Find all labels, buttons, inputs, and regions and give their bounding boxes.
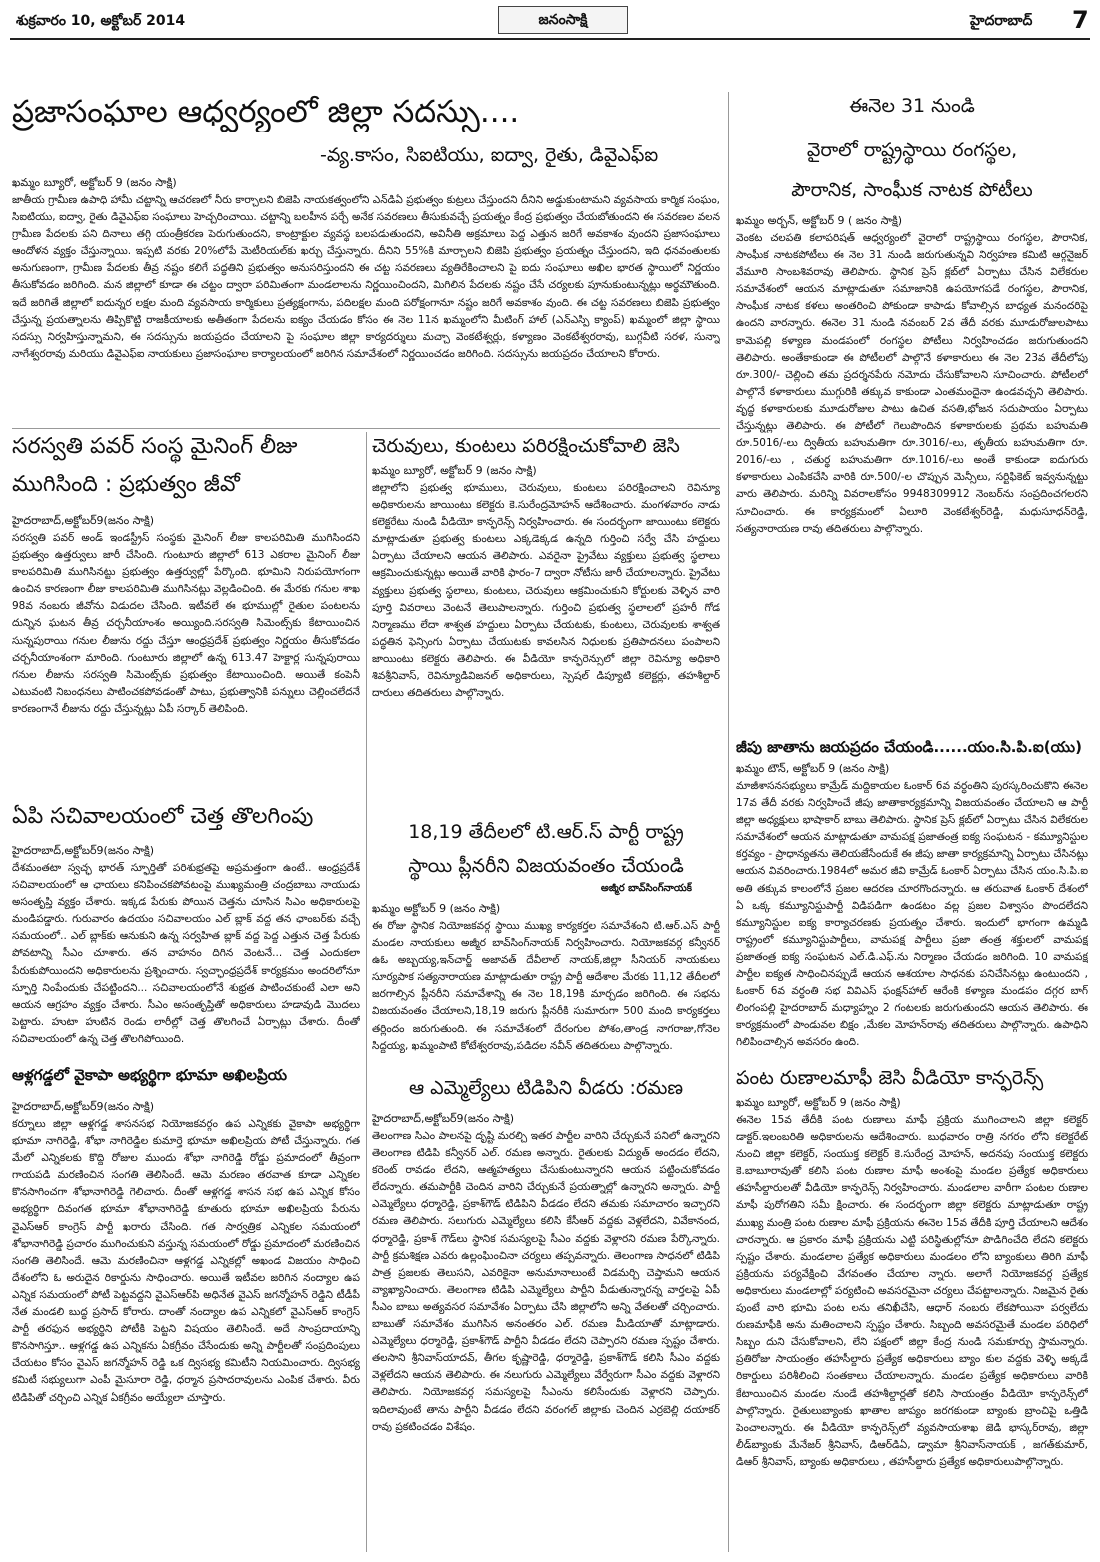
plenary-body: ఈ రోజు స్థానిక నియోజకవర్గ స్థాయి ముఖ్య కార్యకర్తల సమావేశంని టి.ఆర్.ఎస్ పార్టీ మండల నాయకులు అజ్మీర బావ్‌సింగ్‌నాయక్ నిర్వహించారు. నియోజకవర్గ కన్వీనర్ ఉఓ అబ్బయ్య,ఇన్‌చార్జ్ అజావత్ దేవీలాల్ నాయక్,జిల్లా సీనియర్ నాయకులు సూర్యపాక సత్యనారాయణ మాట్లాడుతూ రాష్ట్ర పార్టీ ఆదేశాల మేరకు 11,12 తేదీలలో జరగాల్సిన ప్లీనరీని సమావేశాన్ని ఈ నెల 18,19కి మార్చడం జరిగింది. ఈ సభను విజయవంతం చేయాలని,18,19 జరుగు ప్లీనరీకి సుమారుగా 500 మంది కార్యకర్తలు తర్లిందం జరుగుతుంది. ఈ సమావేశంలో దేరంగుల పోశం,తాండ్ర నాగరాజు,గోనెల సిద్దయ్య, ఖమ్మంపాటి కోటేశ్వరరావు,పడిదల నవీన్ తదితరులు పాల్గొన్నారు. bbox=[372, 920, 720, 1052]
mining-body-block bbox=[12, 530, 360, 794]
lead-body: జాతీయ గ్రామీణ ఉపాధి హామీ చట్టాన్ని ఆచరణలో నీరు కార్చాలని బిజెపి నాయకత్వంలోని ఎన్‌డిఏ ప్రభుత్వం కుట్రలు చేస్తుందని దీనిని అడ్డుకుంటామని వ్యవసాయ కార్మిక సంఘం, సిఐటియు, ఐద్వా, రైతు డివైఎఫ్ఐ సంఘాలు హెచ్చరించాయి. చట్టాన్ని బలహీన పర్చే అనేక సవరణలు తీసుకువచ్చే ప్రయత్నం కేంద్ర ప్రభుత్వం చేయబోతుందని ఈ సవరణల వలన గ్రామీణ పేదలకు పని దినాలు తగ్గి యంత్రీకరణ పెరుగుతుందని, కాంట్రాక్టుల వ్యవస్థ బలపడుతుందని, అవినీతి అక్రమాలు పెద్ద ఎత్తున జరిగే అవకాశం వుందని ప్రజాసంఘాలు ఆందోళన వ్యక్తం చేస్తున్నాయి. ఇప్పటి వరకు 20%లోపే మెటీరియల్‌కు ఖర్చు చేస్తున్నారు. దీనిని 55%కి మార్చాలని బిజెపి ప్రభుత్వం ప్రయత్నం చేస్తుందని, ఇది ధనవంతులకు అనుగుణంగా, గ్రామీణ పేదలకు తీవ్ర నష్టం కలిగే పద్ధతిని ప్రభుత్వం అనుసరిస్తుందని ఈ చట్ట సవరణలు వ్యతిరేకించాలని పై ఐదు సంఘాలు అఖిల భారత స్థాయిలో నిర్ణయం తీసుకోవడం జరిగింది. మన జిల్లాలో కూడా ఈ చట్టం ద్వారా పరిమితంగా మండలాలను నిర్ణయించిందని, మిగిలిన పేదలకు నష్టం చేసే చర్యలకు పూనుకుంటున్నట్లు అర్థమౌతుంది. ఇదే జరిగితే జిల్లాలో ఐదున్నర లక్షల మంది వ్యవసాయ కార్మికులు ప్రత్యక్షంగాను, పదిలక్షల మంది పరోక్షంగానూ నష్టం జరిగే అవకాశం వుంది. ఈ చట్ట సవరణలు బిజెపి ప్రభుత్వం చేస్తున్న ప్రయత్నాలను తిప్పికొట్టి రాజకీయాలకు అతీతంగా పేదలను ఐక్యం చేయడం కోసం ఈ నెల 11న ఖమ్మంలోని మీటింగ్ హాల్ (ఎన్ఎస్పి క్యాంప్) ఖమ్మంలో జిల్లా స్థాయి సదస్సు నిర్వహిస్తున్నామని, ఈ సదస్సును జయప్రదం చేయాలని పై సంఘాల జిల్లా కార్యదర్శులు మచ్చా వెంకటేశ్వర్లు, కళ్యాణం వెంకటేశ్వరరావు, బుగ్గవీటి సరళ, సున్నా నాగేశ్వరరావు మరియు డివైఎఫ్ఐ నాయకులు ప్రజాసంఘాల కార్యాలయంలో జరిగిన సమావేశంలో నిర్ణయించడం జరిగింది. సదస్సును జయప్రదం చేయాలని కోరారు. bbox=[12, 194, 720, 360]
lead-body-block bbox=[12, 192, 720, 424]
secretariat-body-block bbox=[12, 860, 360, 1056]
divider bbox=[12, 428, 720, 429]
lead-subhead-block bbox=[320, 142, 720, 170]
mining-body: సరస్వతి పవర్ అండ్ ఇండస్ట్రీస్ సంస్థకు మైనింగ్ లీజు కాలపరిమితి ముగిసిందని ప్రభుత్వం ఉత్తర్వులు జారీ చేసింది. గుంటూరు జిల్లాలో 613 ఎకరాల మైనింగ్ లీజు కాలపరిమితి ముగిసినట్టు ప్రభుత్వం ఉత్తర్వుల్లో పేర్కొంది. భూమిని నిరుపయోగంగా ఉంచిన కారణంగా లీజు కాలపరిమితి ముగిసినట్లు వెల్లడించింది. ఈ మేరకు గనుల శాఖ 98వ నంబరు జీవోను విడుదల చేసింది. ఇటీవలే ఈ భూముల్లో రైతుల పంటలను దున్నిన ఘటన తీవ్ర చర్చనీయాంశం అయ్యింది.సరస్వతి సిమెంట్స్‌కు కేటాయించిన సున్నపురాయి గనుల లీజును రద్దు చేస్తూ ఆంధ్రప్రదేశ్ ప్రభుత్వం నిర్ణయం తీసుకోవడం చర్చనీయాంశంగా మారింది. గుంటూరు జిల్లాలో ఉన్న 613.47 హెక్టార్ల సున్నపురాయి గనుల లీజును సరస్వతి సిమెంట్స్‌కు ప్రభుత్వం కేటాయించింది. అయితే కంపెనీ ఎటువంటి నిబంధనలు పాటించకపోవడంతో పాటు, ప్రభుత్వానికి పన్నులు చెల్లించలేదనే కారణంగానే లీజును రద్దు చేస్తున్నట్లు ఏపీ సర్కార్ తెలిపింది. bbox=[12, 532, 360, 715]
secretariat-dateline-block bbox=[12, 842, 360, 859]
lead-headline-block bbox=[12, 92, 720, 132]
lakes-headline: చెరువులు, కుంటలు పరిరక్షించుకోవాలి జెసి bbox=[372, 435, 680, 457]
allagadda-dateline-block bbox=[12, 1098, 360, 1115]
drama-dateline: ఖమ్మం అర్బన్, అక్టోబర్ 9 ( జనం సాక్షి) bbox=[736, 214, 903, 227]
drama-dateline-block bbox=[736, 212, 1088, 229]
secretariat-headline: ఏపి సచివాలయంలో చెత్త తొలగింపు bbox=[12, 804, 314, 829]
allagadda-dateline: హైదరాబాద్,అక్టోబర్9(జనం సాక్షి) bbox=[12, 1100, 155, 1113]
jeep-body-block bbox=[736, 778, 1088, 1058]
drama-body: వెంకట చలపతి కలాపరిషత్ ఆధ్వర్యంలో వైరాలో రాష్ట్రస్థాయి రంగస్థల, పౌరానిక, సాంఘీక నాటకపోటీలు ఈ నెల 31 నుండి జరుగుతున్నవి నిర్వహణ కమిటి ఆర్గనైజర్ వేమూరి సాంబశివరావు తెలిపారు. స్థానిక ప్రెస్ క్లబ్‌లో ఏర్పాటు చేసిన విలేకరుల సమావేశంలో ఆయన మాట్లాడుతూ సమాజానికి ఉపయోగపడే రంగస్థల, పౌరానిక, సాంఘీక నాటక కళలు అంతరించి పోకుండా కాపాడు కోవాల్సిన బాధ్యత మనందరిపై ఉందని వారన్నారు. ఈనెల 31 నుండి నవంబర్ 2వ తేదీ వరకు మూడురోజులపాటు కామెపల్లి కళ్యాణ మండపంలో రంగస్థల పోటీలు నిర్వహించడం జరుగుతుందని తెలిపారు. అంతేకాకుండా ఈ పోటీలలో పాల్గొనే కళాకారులు ఈ నెల 23వ తేదీలోపు రూ.300/- చెల్లించి తమ ప్రదర్శనపేరు నమోదు చేసుకోవాలని సూచించారు. పోటీలలో పాల్గొనే కళాకారులు ముగ్గురికి తక్కువ కాకుండా ఎంతమందైనా ఉండవచ్చని తెలిపారు. వృద్ధ కళాకారులకు మూడురోజుల పాటు ఉచిత వసతి,భోజన సదుపాయం ఏర్పాటు చేస్తున్నట్లు తెలిపారు. ఈ పోటీలో గెలుపొందిన కళాకారులకు ప్రథమ బహుమతి రూ.5016/-లు ద్వితీయ బహుమతిగా రూ.3016/-లు, తృతీయ బహుమతిగా రూ. 2016/-లు , చతుర్థ బహుమతిగా రూ.1016/-లు అంతే కాకుండా ఐదుగురు కళాకారులు ఎంపికచేసి వారికి రూ.500/-ల చొప్పున మెన్సీలు, సర్టిఫికెట్ ఇవ్వనున్నట్టు వారు తెలిపారు. మరిన్ని వివరాలకోసం 9948309912 నెంబర్‌ను సంప్రదించగలరని సూచించారు. ఈ కార్యక్రమంలో ఏలూరి వెంకటేశ్వర్‌రెడ్డి, మధుసూధన్‌రెడ్డి, సత్యనారాయణ రావు తదితరులు పాల్గొన్నారు. bbox=[736, 232, 1088, 535]
lakes-body: జిల్లాలోని ప్రభుత్వ భూములు, చెరువులు, కుంటలు పరిరక్షించాలని రెవిన్యూ అధికారులను జాయింటు కలెక్టరు కె.సురేంద్రమోహన్ ఆదేశించారు. మంగళవారం నాడు కలెక్టరేటు నుండి వీడియో కాన్ఫరెన్స్ నిర్వహించారు. ఈ సందర్భంగా జాయింటు కలెక్టరు మాట్లాడుతూ ప్రభుత్వ కుంటలు ఎక్కడెక్కడ ఉన్నది గుర్తించి సర్వే చేసి హద్దులు ఏర్పాటు చేయాలని ఆయన తెలిపారు. ఎవరైనా ప్రైవేటు వ్యక్తులు ప్రభుత్వ స్థలాలు ఆక్రమించుకున్నట్లు అయితే వారికి ఫారం-7 ద్వారా నోటీసు జారీ చేయాలన్నారు. ప్రైవేటు వ్యక్తులు ప్రభుత్వ స్థలాలు, కుంటలు, చెరువులు ఆక్రమించుకుని కోర్టులకు వెళ్ళిన వారి పూర్తి వివరాలు వెంటనే తెలుపాలన్నారు. గుర్తించి ప్రభుత్వ స్థలాలలో ప్రహరీ గోడ నిర్మాణము లేదా శాశ్వత హద్దులు ఏర్పాటు చేయటకు, కుంటలు, చెరువులకు శాశ్వత పద్ధతిన ఫెన్సింగు ఏర్పాటు చేయుటకు కావలసిన నిధులకు ప్రతిపాదనలు పంపాలని జాయింటు కలెక్టరు తెలిపారు. ఈ వీడియో కాన్ఫరెన్సులో జిల్లా రెవిన్యూ అధికారి శివశ్రీనివాస్, రెవిన్యూడివిజనల్ అధికారులు, స్పెషల్ డిప్యూటి కలెక్టర్లు, తహశీల్దార్ దారులు తదితరులు పాల్గొన్నారు. bbox=[372, 482, 720, 700]
loan-headline-block bbox=[736, 1064, 1088, 1092]
loan-dateline-block bbox=[736, 1094, 1088, 1111]
jeep-dateline-block bbox=[736, 760, 1088, 777]
jeep-headline: జీపు జాతాను జయప్రదం చేయండి......యం.సి.పి.ఐ(యు) bbox=[736, 738, 1082, 756]
column-divider bbox=[366, 432, 367, 1552]
ramana-dateline: హైదరాబాద్,అక్టోబర్9(జనం సాక్షి) bbox=[372, 1112, 515, 1125]
column-divider bbox=[728, 92, 729, 1552]
lakes-dateline: ఖమ్మం బ్యూరో, అక్టోబర్ 9 (జనం సాక్షి) bbox=[372, 464, 537, 477]
lakes-body-block bbox=[372, 480, 720, 806]
secretariat-body: దేశమంతటా స్వచ్ఛ భారత్ స్ఫూర్తితో పరిశుభ్రతపై అప్రమత్తంగా ఉంటే.. ఆంధ్రప్రదేశ్ సచివాలయంలో ఆ ఛాయలు కనిపించకపోవటంపై ముఖ్యమంత్రి చంద్రబాబు నాయుడు అసంతృప్తి వ్యక్తం చేశారు. ఇక్కడ పేరుకు పోయిన చెత్తను చూసిన సిఎం అధికారులపై మండిపడ్డారు. గురువారం ఉదయం సచివాలయం ఎల్ బ్లాక్ వద్ద తన ఛాంబర్‌కు వచ్చే సమయంలో.. ఎల్ బ్లాక్‌కు ఆనుకుని ఉన్న సర్వహిత బ్లాక్ వద్ద పెద్ద ఎత్తున చెత్త పేరుకు పోవటాన్ని సీఎం చూశారు. తన వాహనం దిగిన వెంటనే... చెత్త ఎందుకలా పేరుకుపోయిందని అధికారులను ప్రశ్నించారు. స్వచ్ఛాంధ్రప్రదేశ్ కార్యక్రమం అందరిలోనూ స్ఫూర్తి నింపేందుకు చేపట్టిందని... సచివాలయంలోనే శుభ్రత పాటించకుంటే ఎలా అని ఆయన ఆగ్రహం వ్యక్తం చేశారు. సీఎం అసంతృప్తితో అధికారులు హడావుడి మొదలు పెట్టారు. హుటా హుటిన రెండు లారీల్లో చెత్త తొలగించే ఏర్పాట్లు చేశారు. దీంతో సచివాలయంలో ఉన్న చెత్త తొలగిపోయింది. bbox=[12, 862, 360, 1045]
drama-headline-line1: ఈనెల 31 నుండి bbox=[849, 95, 975, 117]
page-header bbox=[10, 4, 1090, 40]
page-number: 7 bbox=[1072, 6, 1089, 34]
loan-dateline: ఖమ్మం బ్యూరో, అక్టోబర్ 9 (జనం సాక్షి) bbox=[736, 1096, 901, 1109]
secretariat-headline-block bbox=[12, 802, 360, 834]
allagadda-body-block bbox=[12, 1116, 360, 1550]
allagadda-headline: ఆళ్లగడ్డలో వైకాపా అభ్యర్థిగా భూమా అఖిలప్రియ bbox=[12, 1066, 287, 1084]
plenary-credit-block bbox=[372, 882, 692, 897]
lead-dateline: ఖమ్మం బ్యూరో, అక్టోబర్ 9 (జనం సాక్షి) bbox=[12, 176, 177, 189]
ramana-body-block bbox=[372, 1128, 720, 1550]
plenary-headline-line2: స్థాయి ప్లీనరీని విజయవంతం చేయండి bbox=[408, 855, 684, 877]
mining-headline-line1: సరస్వతి పవర్ సంస్థ మైనింగ్ లీజు bbox=[12, 434, 298, 459]
mining-dateline: హైదరాబాద్,అక్టోబర్9(జనం సాక్షి) bbox=[12, 514, 155, 527]
jeep-headline-block bbox=[736, 736, 1088, 758]
secretariat-dateline: హైదరాబాద్,అక్టోబర్9(జనం సాక్షి) bbox=[12, 844, 155, 857]
loan-body: ఈనెల 15వ తేదీకి పంట రుణాలు మాఫీ ప్రక్రియ ముగించాలని జిల్లా కలెక్టర్ డాక్టర్.ఇలంబరితి అధికారులను ఆదేశించారు. బుధవారం రాత్రి నగరం లోని కలెక్టరేట్ నుంచి జిల్లా కలెక్టర్, సంయుక్త కలెక్టర్ కె.సురేంద్ర మోహన్, అదనపు సంయుక్త కలెక్టరు కె.బాబూరావుతో కలిసి పంట రుణాల మాఫీ అంశంపై మండల ప్రత్యేక అధికారులు తహసీల్దారులతో వీడియో కాన్ఫరెన్స్ నిర్వహించారు. మండలాల వారీగా పంటల రుణాల మాఫీ పురోగతిని సమీ క్షించారు. ఈ సందర్భంగా జిల్లా కలెక్టరు మాట్లాడుతూ రాష్ట్ర ముఖ్య మంత్రి పంట రుణాల మాఫీ ప్రక్రియను ఈనెల 15వ తేదీకి పూర్తి చేయాలని ఆదేశం చారన్నారు. ఆ ప్రకారం మాఫీ ప్రక్రియను ఎట్టి పరిస్థితుల్లోనూ పొడిగించేది లేదని కలెక్టరు స్పష్టం చేశారు. మండలాల ప్రత్యేక అధికారులు మండలం లోని బ్యాంకులు తిరిగి మాఫీ ప్రక్రియను పర్యవేక్షించి వేగవంతం చేయాల న్నారు. అలాగే నియోజకవర్గ ప్రత్యేక అధికారులు మండలాల్లో పర్యటించి అవసరమైనా చర్యలు చేపట్టాలన్నారు. నిజమైన రైతు పుంటే వారి భూమి పంట లను తనిఖీచేసి, ఆధార్ నంబరు లేకపోయినా పర్వలేదు రుణమాఫీకి అను మతించాలని స్పష్టం చేశారు. సిబ్బంది అవసరమైతే మండల పరిధిలో సిబ్బం దుని చేసుకోవాలని, లేని పక్షంలో జిల్లా కేంద్ర నుండి సమకూర్చు స్తామన్నారు. ప్రతిరోజు సాయంత్రం తహసీల్దారు ప్రత్యేక అధికారులు బ్యాం కుల వద్దకు వెళ్ళి అక్కడే రికార్డులు పరిశీలించి సంతకాలు చేయాలన్నారు. మండల ప్రత్యేక అధికారులు వారికి కేటాయించిన మండల నుండే తహశీల్దార్లతో కలిసి సాయంత్రం వీడియో కాన్ఫరెన్స్‌లో పాల్గొన్నారు. రైతులుబ్యాంకు ఖాతాల జాప్యం జరగకుండా బ్యాంకు బ్రాంచిపై ఒత్తిడి పెంచాలన్నారు. ఈ వీడియో కాన్ఫరెన్స్‌లో వ్యవసాయశాఖ జెడి భాస్కర్‌రావు, జిల్లా లీడ్‌బ్యాంకు మేనేజర్ శ్రీనివాస్, డిఆర్‌డిఏ, డ్వామా శ్రీనివాస్‌నాయక్ , జగత్‌కుమార్, డిఆర్ శ్రీనివాస్, బ్యాంకు అధికారులు , తహసీల్దారు ప్రత్యేక అధికారులుపాల్గొన్నారు. bbox=[736, 1114, 1088, 1468]
plenary-dateline-block bbox=[372, 900, 720, 917]
lakes-dateline-block bbox=[372, 462, 720, 479]
drama-headline-block bbox=[736, 92, 1088, 212]
lakes-headline-block bbox=[372, 432, 720, 460]
mining-headline-line2: ముగిసింది : ప్రభుత్వం జీవో bbox=[12, 472, 240, 497]
masthead-logo: జనంసాక్షి bbox=[498, 6, 628, 34]
drama-headline-line2: వైరాలో రాష్ట్రస్థాయి రంగస్థల, bbox=[806, 139, 1018, 161]
mining-dateline-block bbox=[12, 512, 360, 529]
plenary-headline-line1: 18,19 తేదీలలో టి.ఆర్.స్ పార్టీ రాష్ట్ర bbox=[408, 821, 684, 843]
jeep-dateline: ఖమ్మం టౌన్, అక్టోబర్ 9 (జనం సాక్షి) bbox=[736, 762, 890, 775]
mining-headline-block bbox=[12, 432, 360, 504]
ramana-body: తెలంగాణ సిఎం పాలనపై దృష్టి మరల్చి ఇతర పార్టీల వారిని చేర్చుకునే పనిలో ఉన్నారని తెలంగాణ టిడిపి కన్వీనర్ ఎల్. రమణ అన్నారు. రైతులకు విద్యుత్ అందడం లేదని, కరెంట్ రావడం లేదని, ఆత్మహత్యలు చేసుకుంటున్నారని ఆయన పట్టించుకోవడం లేదన్నారు. తమపార్టీకి చెందిన వారిని చేర్చుకునే ప్రయత్నాల్లో ఉన్నారని అన్నారు. పార్టీ ఎమ్మెల్యేలు ధర్మారెడ్డి, ప్రకాశ్‌గౌడ్ టిడిపిని వీడడం లేదని తమకు సమాచారం ఇచ్చారని రమణ తెలిపారు. సలుగురు ఎమ్మెల్యేలు కలిసి కేసీఆర్ వద్దకు వెళ్లలేదని, వివేకానంద, ధర్మారెడ్డి, ప్రకాశ్ గౌడ్‌లు స్థానిక సమస్యలపై సీఎం వద్దకు వెళ్లారని రమణ పేర్కొన్నారు. పార్టీ క్రమశిక్షణ ఎవరు ఉల్లంఘించినా చర్యలు తప్పవన్నారు. తెలంగాణ సాధనలో టిడిపి పాత్ర ప్రజలకు తెలుసని, ఎవరికైనా అనుమానాలుంటే విడమర్చి చెప్తామని ఆయన వ్యాఖ్యానించారు. తెలంగాణ టిడిపి ఎమ్మెల్యేలు పార్టీని వీడుతున్నారన్న వార్తలపై ఏపీ సీఎం బాబు అత్యవసర సమావేశం ఏర్పాటు చేసి జిల్లాలోని అన్ని వేతలతో చర్చించారు. బాబుతో సమావేశం ముగిసిన అనంతరం ఎల్. రమణ మీడియాతో మాట్లాడారు. ఎమ్మెల్యేలు ధర్మారెడ్డి, ప్రకాశ్‌గౌడ్ పార్టీని వీడడం లేదని చెప్పారని రమణ స్పష్టం చేశారు. తలసాని శ్రీనివాస్‌యాదవ్, తీగల కృష్ణారెడ్డి, ధర్మారెడ్డి, ప్రకాశ్‌గౌడ్ కలిసి సీఎం వద్దకు వెళ్లలేదని ఆయన తెలిపారు. ఈ నలుగురు ఎమ్మెల్యేలు వేర్వేరుగా సీఎం వద్దకు వెళ్లారని తెలిపారు. నియోజకవర్గ సమస్యలపై సీఎంను కలిసేందుకు వెళ్లారని చెప్పారు. ఇదిలావుంటే తాను పార్టీని వీడడం లేదని వరంగల్ జిల్లాకు చెందిన ఎర్రబెల్లి దయాకర్ రావు ప్రకటించడం విశేషం. bbox=[372, 1130, 720, 1433]
ramana-dateline-block bbox=[372, 1110, 720, 1127]
allagadda-headline-block bbox=[12, 1064, 360, 1088]
plenary-body-block bbox=[372, 918, 720, 1064]
ramana-headline-block bbox=[372, 1074, 720, 1106]
plenary-credit: అజ్మీర బావ్‌సింగ్‌నాయక్ bbox=[600, 883, 692, 894]
lead-subhead: -వ్య.కాసం, సిఐటియు, ఐద్వా, రైతు, డివైఎఫ్ఐ bbox=[320, 144, 659, 166]
drama-headline-line3: పౌరానిక, సాంఘీక నాటక పోటీలు bbox=[791, 179, 1033, 201]
ramana-headline: ఆ ఎమ్మెల్యేలు టిడిపిని వీడరు :రమణ bbox=[408, 1077, 684, 1099]
edition-city: హైదరాబాద్ bbox=[970, 13, 1033, 29]
loan-headline: పంట రుణాలమాఫీ జెసి వీడియో కాన్ఫరెన్స్ bbox=[736, 1067, 1044, 1089]
jeep-body: మాజీశాసనసభ్యులు కామ్రేడ్ మద్దికాయల ఓంకార్ 6వ వర్ధంతిని పురస్కరించుకొని ఈనెల 17వ తేదీ వరకు నిర్వహించే జీపు జాతాకార్యక్రమాన్ని విజయవంతం చేయాలని ఆ పార్టీ జిల్లా అధ్యక్షులు భాషాకార్ బాబు తెలిపారు. స్థానిక ప్రెస్ క్లబ్‌లో ఏర్పాటు చేసిన విలేకరుల సమావేశంలో ఆయన మాట్లాడుతూ వామపక్ష ప్రజాతంత్ర ఐక్య సంఘటన - కమ్యూనిస్టుల కర్తవ్యం - ప్రాధాన్యతను తెలియజేసేందుకే ఈ జీపు జాతా కార్యక్రమాన్ని ఏర్పాటు చేసినట్లు ఆయన వివరించారు.1984లో అమర జీవి కామ్రేడ్ ఓంకార్ ఏర్పాటు చేసిన యం.సి.పి.ఐ అతి తక్కువ కాలంలోనే ప్రజల ఆదరణ చూరగొందన్నారు. ఆ తరువాత ఓంకార్ దేశంలో ఏ ఒక్క కమ్యూనిస్టుపార్టీ విడిపడిగా ఉండటం వల్ల ప్రజల విశ్వాసం పొందలేదని కమ్యూనిస్టుల ఐక్య కార్యాచరణకు ప్రయత్నం చేశారు. ఇందులో భాగంగా ఉమ్మడి రాష్ట్రంలో కమ్యూనిస్టుపార్టీలు, వామపక్ష పార్టీలు ప్రజా తంత్ర శక్తులలో వామపక్ష ప్రజాతంత్ర ఐక్య సంఘటన ఎల్.డి.ఎఫ్.ను నిర్మాణం చేయడం జరిగింది. 10 వామపక్ష పార్టీల ఐక్యత సాధించినప్పుడే ఆయన ఆశయాల సాధనకు పనిచేసినట్లు ఉంటుందని , ఓంకార్ 6వ వర్ధంతి సభ వివిఎస్ ఫంక్షన్‌హాల్ ఆరేంకి కళ్యాణ మండపం దగ్గర బాగ్ లింగంపల్లి హైదరాబాద్ మధ్యాహ్నం 2 గంటలకు జరుగుతుందని ఆయన తెలిపారు. ఈ కార్యక్రమంలో పాండువల బిక్షం ,మేకల మోహన్‌రావు తదితరులు పాల్గొన్నారు. ఉపాధిని గిలిపించాల్సిన అవసరం ఉంది. bbox=[736, 780, 1088, 1049]
lead-headline: ప్రజాసంఘాల ఆధ్వర్యంలో జిల్లా సదస్సు.... bbox=[12, 94, 520, 130]
allagadda-body: కర్నూలు జిల్లా ఆళ్లగడ్డ శాసనసభ నియోజకవర్గం ఉప ఎన్నికకు వైకాపా అభ్యర్థిగా భూమా నాగిరెడ్డి, శోభా నాగిరెడ్డిల కుమార్తె భూమా అఖిలప్రియ పోటీ చేస్తున్నారు. గత మేలో ఎన్నికలకు కొద్ది రోజుల ముందు శోభా నాగిరెడ్డి రోడ్డు ప్రమాదంలో తీవ్రంగా గాయపడి మరణించిన సంగతి తెలిసిందే. ఆమె మరణం తరవాత కూడా ఎన్నికల కొనసాగించగా శోభానాగిరెడ్డి గెలిచారు. దీంతో ఆళ్లగడ్డ శాసన సభ ఉప ఎన్నిక కోసం అభ్యర్థిగా దివంగత భూమా శోభానాగిరెడ్డి కూతురు భూమా అఖిలప్రియ పేరును వైఎస్ఆర్ కాంగ్రెస్ పార్టీ ఖరారు చేసింది. గత సార్వత్రిక ఎన్నికల సమయంలో శోభానాగిరెడ్డి ప్రచారం ముగించుకుని వస్తున్న సమయంలో రోడ్డు ప్రమాదంలో మరణించిన సంగతి తెలిసిందే. ఆమె మరణించినా ఆళ్లగడ్డ ఎన్నికల్లో అఖండ విజయం సాధించి దేశంలోని ఓ అరుదైన రికార్డును సాధించారు. అయితే ఇటీవల జరిగిన నంద్యాల ఉప ఎన్నిక సమయంలో పోటీ పెట్టవద్దని వైఎస్ఆర్‌పి అధినేత వైఎస్ జగన్మోహన్ రెడ్డిని టీడీపీ నేత మండలి బుద్ధ ప్రసాద్ కోరారు. దాంతో నంద్యాల ఉప ఎన్నికలో వైఎస్ఆర్ కాంగ్రెస్ పార్టీ తరఫున అభ్యర్థిని పోటీకి పెట్టని విషయం తెలిసిందే. అదే సాంప్రదాయాన్ని కొనసాగిస్తూ.. ఆళ్లగడ్డ ఉప ఎన్నికను ఏకగ్రీవం చేసేందుకు అన్ని పార్టీలతో సంప్రదింపులు చేయటం కోసం వైఎస్ జగన్మోహన్ రెడ్డి ఒక ద్విసభ్య కమిటీని నియమించారు. ద్విసభ్య కమిటీ సభ్యులుగా ఎంపీ మైసూరా రెడ్డి, ధర్మాన ప్రసాదరావులను ఎంపిక చేశారు. వీరు టిడిపితో చర్చించి ఎన్నిక ఏకగ్రీవం అయ్యేలా చూస్తారు. bbox=[12, 1118, 360, 1404]
lead-dateline-block bbox=[12, 174, 720, 191]
drama-body-block bbox=[736, 230, 1088, 732]
loan-body-block bbox=[736, 1112, 1088, 1552]
plenary-dateline: ఖమ్మం అక్టోబర్ 9 (జనం సాక్షి) bbox=[372, 902, 501, 915]
issue-date: శుక్రవారం 10, అక్టోబర్ 2014 bbox=[16, 13, 186, 29]
